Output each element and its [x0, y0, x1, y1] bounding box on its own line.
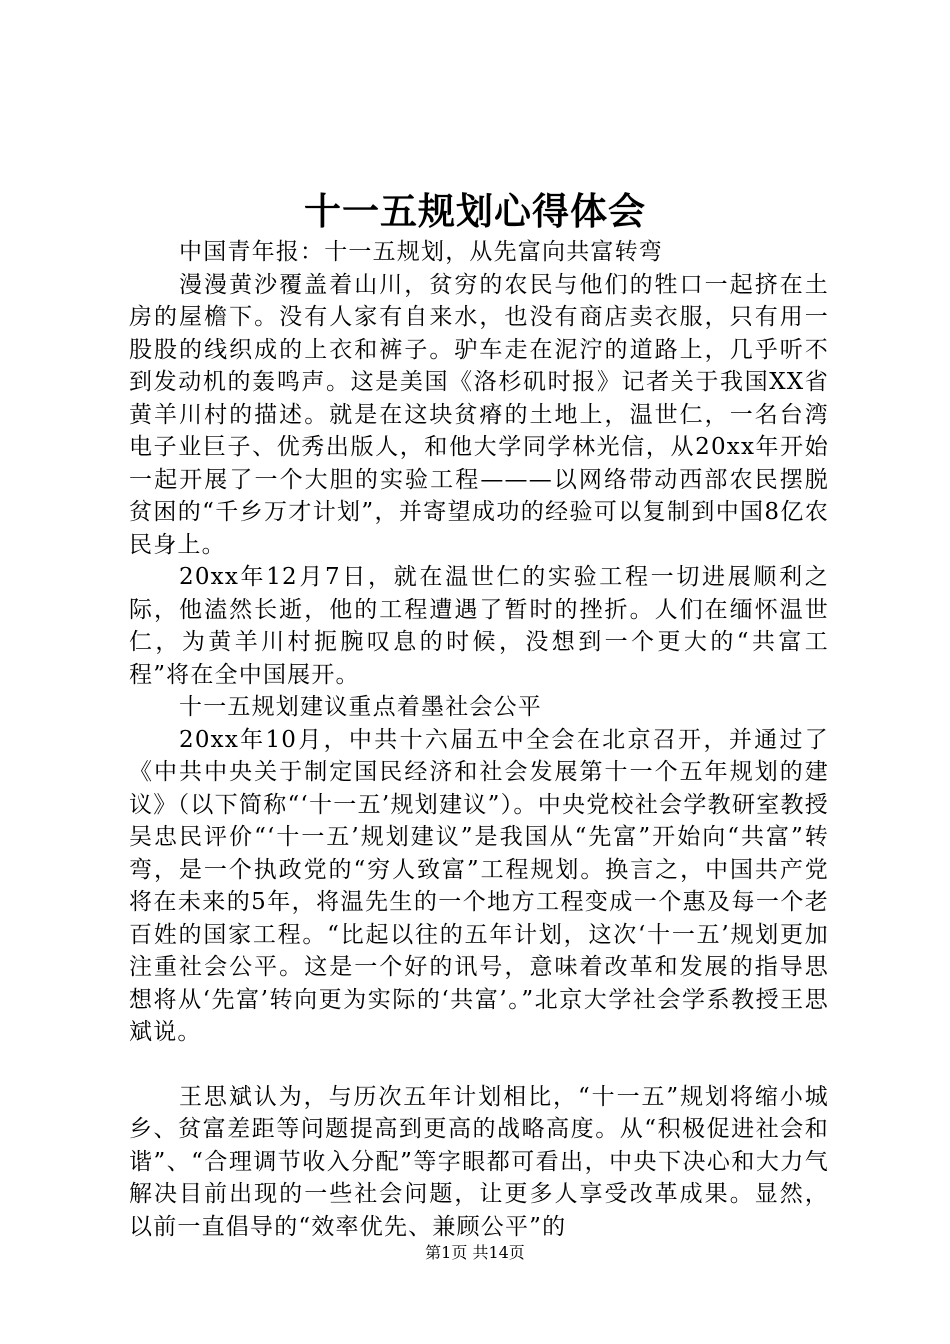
- page-title: 十一五规划心得体会: [304, 189, 646, 233]
- paragraph: 王思斌认为，与历次五年计划相比，“十一五”规划将缩小城乡、贫富差距等问题提高到更高的战略高度。从“积极促进社会和谐”、“合理调节收入分配”等字眼都可看出，中央下决心和大力气解决目前出现的一些社会问题，让更多人享受改革成果。显然，以前一直倡导的“效率优先、兼顾公平”的: [129, 1083, 829, 1240]
- paragraph-subheading-2: 十一五规划建议重点着墨社会公平: [179, 694, 542, 720]
- paragraph: 漫漫黄沙覆盖着山川，贫穷的农民与他们的牲口一起挤在土房的屋檐下。没有人家有自来水，也没有商店卖衣服，只有用一股股的线织成的上衣和裤子。驴车走在泥泞的道路上，几乎听不到发动机的轰鸣声。这是美国《洛杉矶时报》记者关于我国XX省黄羊川村的描述。就是在这块贫瘠的土地上，温世仁，一名台湾电子业巨子、优秀出版人，和他大学同学林光信，从20xx年开始一起开展了一个大胆的实验工程———以网络带动西部农民摆脱贫困的“千乡万才计划”，并寄望成功的经验可以复制到中国8亿农民身上。: [129, 271, 829, 558]
- page-number-footer: 第1页 共14页: [425, 1243, 525, 1262]
- paragraph: 20xx年10月，中共十六届五中全会在北京召开，并通过了《中共中央关于制定国民经济和社会发展第十一个五年规划的建议》（以下简称“‘十一五’规划建议”）。中央党校社会学教研室教授吴忠民评价“‘十一五’规划建议”是我国从“先富”开始向“共富”转弯，是一个执政党的“穷人致富”工程规划。换言之，中国共产党将在未来的5年，将温先生的一个地方工程变成一个惠及每一个老百姓的国家工程。“比起以往的五年计划，这次‘十一五’规划更加注重社会公平。这是一个好的讯号，意味着改革和发展的指导思想将从‘先富’转向更为实际的‘共富’。”北京大学社会学系教授王思斌说。: [129, 726, 829, 1045]
- paragraph-subheading-1: 中国青年报：十一五规划，从先富向共富转弯: [179, 239, 663, 265]
- document-body: [129, 236, 829, 1243]
- paragraph: 20xx年12月7日，就在温世仁的实验工程一切进展顺利之际，他溘然长逝，他的工程遭遇了暂时的挫折。人们在缅怀温世仁，为黄羊川村扼腕叹息的时候，没想到一个更大的“共富工程”将在全中国展开。: [129, 564, 829, 688]
